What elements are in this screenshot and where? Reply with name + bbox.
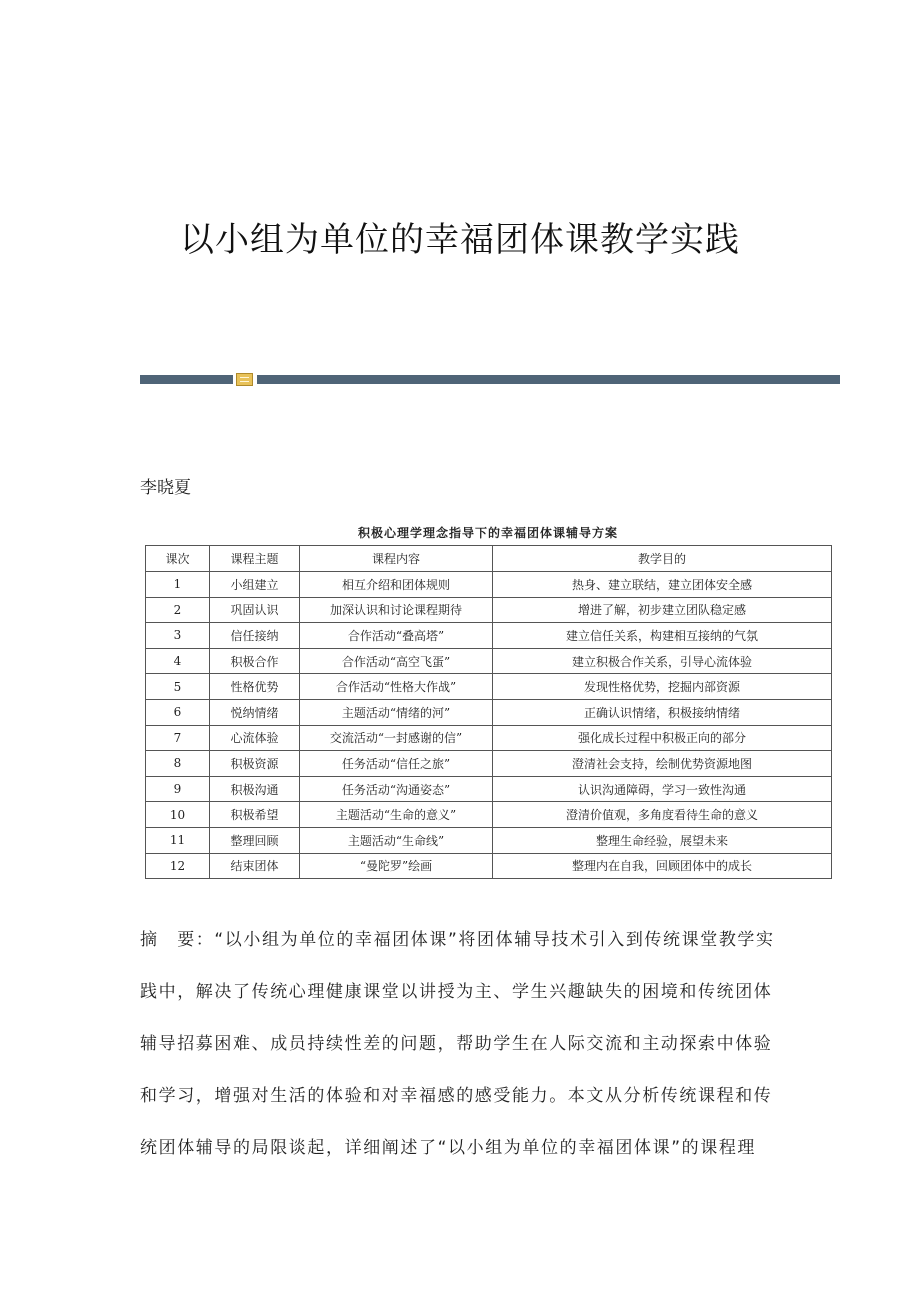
- table-row: [146, 776, 832, 802]
- course-plan-table: [145, 545, 832, 879]
- cell-theme: 性格优势: [210, 674, 300, 700]
- table-row: [146, 725, 832, 751]
- cell-objective: 发现性格优势，挖掘内部资源: [493, 674, 832, 700]
- table-row: [146, 572, 832, 598]
- table-row: [146, 827, 832, 853]
- table-row: [146, 674, 832, 700]
- cell-objective: 热身、建立联结，建立团体安全感: [493, 572, 832, 598]
- divider-right-bar: [257, 375, 840, 384]
- abstract-line: 辅导招募困难、成员持续性差的问题，帮助学生在人际交流和主动探索中体验: [140, 1034, 773, 1054]
- document-title: 以小组为单位的幸福团体课教学实践: [180, 220, 740, 260]
- cell-theme: 结束团体: [210, 853, 300, 879]
- cell-content: 合作活动“性格大作战”: [300, 674, 493, 700]
- cell-objective: 澄清价值观，多角度看待生命的意义: [493, 802, 832, 828]
- abstract-line: 摘 要：“以小组为单位的幸福团体课”将团体辅导技术引入到传统课堂教学实: [140, 930, 775, 950]
- header-objective: 教学目的: [493, 546, 832, 572]
- divider-left-bar: [140, 375, 233, 384]
- cell-content: 主题活动“生命的意义”: [300, 802, 493, 828]
- table-caption: 积极心理学理念指导下的幸福团体课辅导方案: [357, 526, 618, 540]
- abstract-line: 统团体辅导的局限谈起，详细阐述了“以小组为单位的幸福团体课”的课程理: [140, 1138, 757, 1158]
- cell-objective: 认识沟通障碍，学习一致性沟通: [493, 776, 832, 802]
- cell-session: 10: [146, 802, 210, 828]
- cell-theme: 悦纳情绪: [210, 699, 300, 725]
- cell-session: 6: [146, 699, 210, 725]
- table-header-row: [146, 546, 832, 572]
- table-row: [146, 802, 832, 828]
- cell-content: 相互介绍和团体规则: [300, 572, 493, 598]
- cell-session: 5: [146, 674, 210, 700]
- cell-session: 8: [146, 751, 210, 777]
- divider-ornament-icon: [236, 373, 253, 386]
- table-row: [146, 751, 832, 777]
- cell-theme: 心流体验: [210, 725, 300, 751]
- cell-objective: 整理内在自我，回顾团体中的成长: [493, 853, 832, 879]
- table-row: [146, 699, 832, 725]
- cell-session: 9: [146, 776, 210, 802]
- cell-session: 11: [146, 827, 210, 853]
- cell-content: 加深认识和讨论课程期待: [300, 597, 493, 623]
- cell-theme: 积极合作: [210, 648, 300, 674]
- cell-content: 任务活动“沟通姿态”: [300, 776, 493, 802]
- cell-session: 1: [146, 572, 210, 598]
- cell-objective: 正确认识情绪，积极接纳情绪: [493, 699, 832, 725]
- abstract-line: 践中，解决了传统心理健康课堂以讲授为主、学生兴趣缺失的困境和传统团体: [140, 982, 773, 1002]
- title-divider: [140, 375, 840, 384]
- cell-theme: 积极希望: [210, 802, 300, 828]
- cell-content: 交流活动“一封感谢的信”: [300, 725, 493, 751]
- cell-theme: 积极沟通: [210, 776, 300, 802]
- table-row: [146, 648, 832, 674]
- cell-content: 合作活动“高空飞蛋”: [300, 648, 493, 674]
- cell-objective: 强化成长过程中积极正向的部分: [493, 725, 832, 751]
- header-content: 课程内容: [300, 546, 493, 572]
- cell-objective: 建立信任关系，构建相互接纳的气氛: [493, 623, 832, 649]
- cell-session: 2: [146, 597, 210, 623]
- cell-theme: 整理回顾: [210, 827, 300, 853]
- author-name: 李晓夏: [140, 478, 191, 498]
- header-session: 课次: [146, 546, 210, 572]
- cell-session: 4: [146, 648, 210, 674]
- table-row: [146, 623, 832, 649]
- cell-content: 主题活动“情绪的河”: [300, 699, 493, 725]
- cell-theme: 小组建立: [210, 572, 300, 598]
- abstract-paragraph: [140, 914, 780, 1174]
- cell-objective: 增进了解，初步建立团队稳定感: [493, 597, 832, 623]
- cell-objective: 整理生命经验，展望未来: [493, 827, 832, 853]
- header-theme: 课程主题: [210, 546, 300, 572]
- cell-theme: 信任接纳: [210, 623, 300, 649]
- cell-content: 主题活动“生命线”: [300, 827, 493, 853]
- table-row: [146, 853, 832, 879]
- cell-objective: 澄清社会支持，绘制优势资源地图: [493, 751, 832, 777]
- cell-session: 12: [146, 853, 210, 879]
- cell-theme: 积极资源: [210, 751, 300, 777]
- cell-content: 任务活动“信任之旅”: [300, 751, 493, 777]
- cell-objective: 建立积极合作关系，引导心流体验: [493, 648, 832, 674]
- table-row: [146, 597, 832, 623]
- cell-content: “曼陀罗”绘画: [300, 853, 493, 879]
- cell-session: 7: [146, 725, 210, 751]
- cell-content: 合作活动“叠高塔”: [300, 623, 493, 649]
- cell-session: 3: [146, 623, 210, 649]
- cell-theme: 巩固认识: [210, 597, 300, 623]
- abstract-line: 和学习，增强对生活的体验和对幸福感的感受能力。本文从分析传统课程和传: [140, 1086, 773, 1106]
